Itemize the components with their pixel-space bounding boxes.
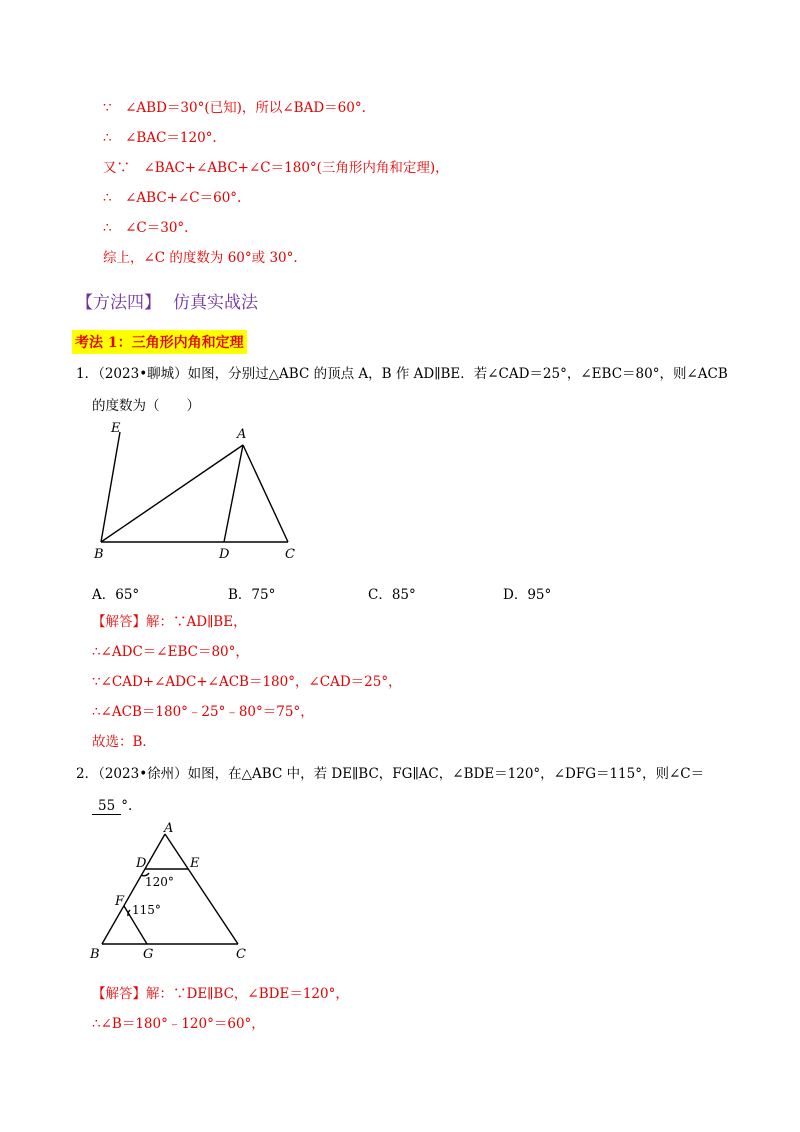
q1-option-d[interactable]: D．95° xyxy=(503,587,552,603)
proof-line-1: ∵ ∠ABD＝30°(已知)，所以∠BAD＝60°. xyxy=(103,100,366,116)
q1-option-c[interactable]: C．85° xyxy=(368,587,416,603)
q1-label-C: C xyxy=(285,547,295,562)
q2-label-A: A xyxy=(164,821,174,836)
q1-stem-text: （2023•聊城）如图，分别过△ABC 的顶点 A，B 作 AD∥BE．若∠CAD＝25°，∠EBC＝80°，则∠ACB xyxy=(98,366,728,382)
q1-figure xyxy=(95,418,310,563)
q2-angle-120: 120° xyxy=(145,875,174,889)
q2-label-D: D xyxy=(136,856,147,871)
q2-label-F: F xyxy=(115,894,125,909)
section-title: 仿真实战法 xyxy=(173,293,258,313)
q1-answer-line1: 【解答】解：∵AD∥BE， xyxy=(92,614,247,630)
q2-label-E: E xyxy=(190,856,200,871)
q1-stem-line1 xyxy=(76,364,728,384)
q1-option-b[interactable]: B．75° xyxy=(228,587,276,603)
q1-answer-line2: ∴∠ADC＝∠EBC＝80°， xyxy=(92,644,249,660)
q1-answer-line4: ∴∠ACB＝180°﹣25°﹣80°＝75°， xyxy=(92,704,314,720)
proof-line-6: 综上，∠C 的度数为 60°或 30°. xyxy=(103,250,298,266)
q2-number: 2． xyxy=(76,766,99,782)
proof-line-3: 又∵ ∠BAC+∠ABC+∠C＝180°(三角形内角和定理)， xyxy=(103,160,449,176)
q1-label-B: B xyxy=(94,547,104,562)
q1-label-A: A xyxy=(237,427,247,442)
q2-blank-answer: 55 xyxy=(92,798,121,815)
q2-angle-115: 115° xyxy=(132,903,161,917)
q2-stem-line2 xyxy=(92,796,132,816)
section-bracket: 【方法四】 xyxy=(76,293,161,313)
proof-line-5: ∴ ∠C＝30°. xyxy=(103,220,189,236)
q1-answer-line5: 故选：B． xyxy=(92,734,156,750)
proof-line-4: ∴ ∠ABC+∠C＝60°. xyxy=(103,190,242,206)
q1-number: 1． xyxy=(76,366,99,382)
q1-stem-line2: 的度数为（ ） xyxy=(92,398,200,414)
section-heading xyxy=(76,288,270,313)
q1-label-D: D xyxy=(219,547,230,562)
q2-stem-text: （2023•徐州）如图，在△ABC 中，若 DE∥BC，FG∥AC，∠BDE＝120°，∠DFG＝115°，则∠C＝ xyxy=(98,766,705,782)
q2-label-C: C xyxy=(236,947,246,962)
q2-answer-line2: ∴∠B＝180°﹣120°＝60°， xyxy=(92,1016,265,1032)
q2-figure xyxy=(88,818,258,963)
q1-option-a[interactable]: A．65° xyxy=(92,587,140,603)
q1-label-E: E xyxy=(111,421,121,436)
q2-label-B: B xyxy=(90,947,100,962)
topic-label: 考法 1：三角形内角和定理 xyxy=(72,330,247,354)
q1-answer-line3: ∵∠CAD+∠ADC+∠ACB＝180°，∠CAD＝25°， xyxy=(92,674,402,690)
q2-stem-line1 xyxy=(76,764,704,784)
q2-stem-suffix: °. xyxy=(121,798,133,814)
q2-label-G: G xyxy=(143,947,154,962)
q2-answer-line1: 【解答】解：∵DE∥BC，∠BDE＝120°， xyxy=(92,986,349,1002)
proof-line-2: ∴ ∠BAC＝120°. xyxy=(103,130,217,146)
